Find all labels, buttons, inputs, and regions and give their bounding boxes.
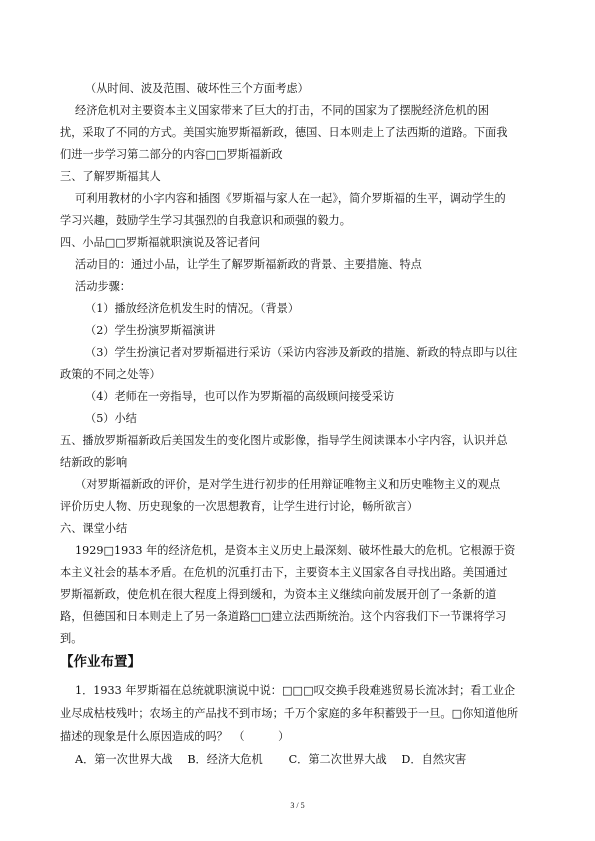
text-line: 罗斯福新政，使危机在很大程度上得到缓和，为资本主义继续向前发展开创了一条新的道 <box>60 588 497 601</box>
text-line: 路，但德国和日本则走上了另一条道路□□建立法西斯统治。这个内容我们下一节课将学习 <box>60 610 507 623</box>
text-line: （从时间、波及范围、破坏性三个方面考虑） <box>85 82 309 95</box>
text-line: （1）播放经济危机发生时的情况。（背景） <box>85 302 300 315</box>
text-line: 政策的不同之处等） <box>60 368 161 381</box>
question-line: A．第一次世界大战 B．经济大危机 C．第二次世界大战 D．自然灾害 <box>75 753 467 766</box>
text-line: 活动步骤： <box>75 280 131 293</box>
homework-heading: 【作业布置】 <box>60 654 141 670</box>
text-line: 本主义社会的基本矛盾。在危机的沉重打击下，主要资本主义国家各自寻找出路。美国通过 <box>60 566 508 579</box>
text-line: 四、小品□□罗斯福就职演说及答记者问 <box>60 236 261 249</box>
text-line: 到。 <box>60 632 83 645</box>
text-line: 活动目的：通过小品，让学生了解罗斯福新政的背景、主要措施、特点 <box>75 258 422 271</box>
text-line: 评价历史人物、历史现象的一次思想教育，让学生进行讨论，畅所欲言） <box>60 500 419 513</box>
text-line: （5）小结 <box>85 412 137 425</box>
page-number: 3 / 5 <box>290 801 305 810</box>
text-line: 们进一步学习第二部分的内容□□罗斯福新政 <box>60 148 283 161</box>
text-line: 六、课堂小结 <box>60 522 128 535</box>
text-line: 1929□1933 年的经济危机，是资本主义历史上最深刻、破坏性最大的危机。它根源于资 <box>75 544 516 557</box>
text-line: （3）学生扮演记者对罗斯福进行采访（采访内容涉及新政的措施、新政的特点即与以往 <box>85 346 518 359</box>
question-line: 业尽成枯枝残叶；农场主的产品找不到市场；千万个家庭的多年积蓄毁于一旦。□你知道他所 <box>60 707 519 720</box>
text-line: （对罗斯福新政的评价，是对学生进行初步的任用辩证唯物主义和历史唯物主义的观点 <box>75 478 501 491</box>
text-line: 可利用教材的小字内容和插图《罗斯福与家人在一起》，简介罗斯福的生平，调动学生的 <box>75 192 506 205</box>
text-line: （4）老师在一旁指导，也可以作为罗斯福的高级顾问接受采访 <box>85 390 395 403</box>
text-line: 五、播放罗斯福新政后美国发生的变化图片或影像，指导学生阅读课本小字内容，认识并总 <box>60 434 508 447</box>
question-line: 1．1933 年罗斯福在总统就职演说中说：□□□叹交换手段难逃贸易长流冰封；看工业企 <box>75 684 516 697</box>
text-line: 三、了解罗斯福其人 <box>60 170 161 183</box>
text-line: 学习兴趣，鼓励学生学习其强烈的自我意识和顽强的毅力。 <box>60 214 351 227</box>
text-line: 扰，采取了不同的方式。美国实施罗斯福新政，德国、日本则走上了法西斯的道路。下面我 <box>60 126 508 139</box>
text-line: （2）学生扮演罗斯福演讲 <box>85 324 216 337</box>
text-line: 经济危机对主要资本主义国家带来了巨大的打击，不同的国家为了摆脱经济危机的困 <box>75 104 489 117</box>
text-line: 结新政的影响 <box>60 456 128 469</box>
question-line: 描述的现象是什么原因造成的吗？ （ ） <box>60 730 290 743</box>
